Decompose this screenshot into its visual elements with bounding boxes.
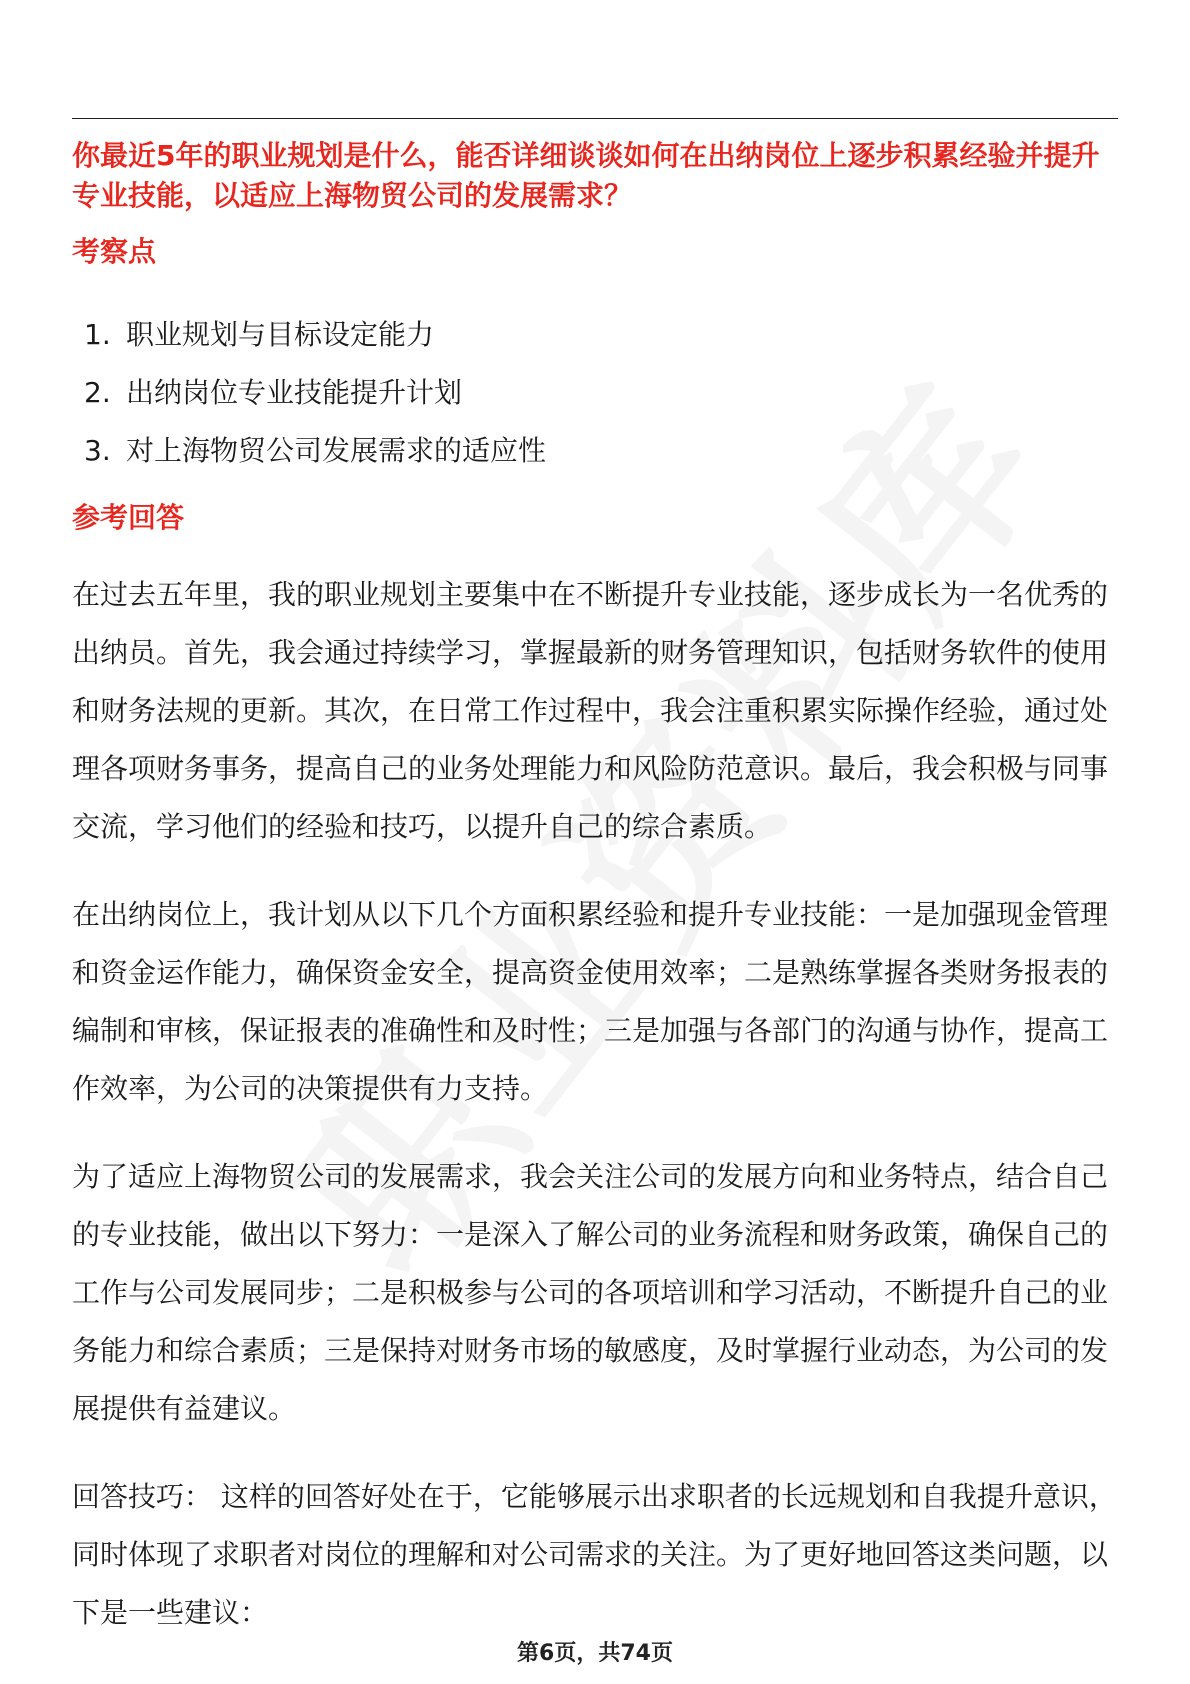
answer-tips-paragraph: 回答技巧： 这样的回答好处在于，它能够展示出求职者的长远规划和自我提升意识，同时体现了求职者对岗位的理解和对公司需求的关注。为了更好地回答这类问题，以下是一些建议： [72,1480,1117,1629]
list-item-text: 职业规划与目标设定能力 [126,318,435,351]
list-item [84,306,546,364]
top-divider [72,118,1118,119]
page-number-footer: 第6页，共74页 [517,1641,673,1666]
examination-points-list [84,306,546,480]
list-item-text: 出纳岗位专业技能提升计划 [126,376,463,409]
answer-paragraph-3: 为了适应上海物贸公司的发展需求，我会关注公司的发展方向和业务特点，结合自己的专业技能，做出以下努力：一是深入了解公司的业务流程和财务政策，确保自己的工作与公司发展同步；二是积极参与公司的各项培训和学习活动，不断提升自己的业务能力和综合素质；三是保持对财务市场的敏感度，及时掌握行业动态，为公司的发展提供有益建议。 [72,1160,1109,1425]
list-item-number: 2. [84,376,111,409]
question-heading: 你最近5年的职业规划是什么，能否详细谈谈如何在出纳岗位上逐步积累经验并提升专业技能，以适应上海物贸公司的发展需求？ [72,139,1100,212]
examination-points-title: 考察点 [72,235,157,268]
list-item-text: 对上海物贸公司发展需求的适应性 [126,434,547,467]
list-item-number: 3. [84,434,111,467]
list-item-number: 1. [84,318,111,351]
answer-paragraph-1: 在过去五年里，我的职业规划主要集中在不断提升专业技能，逐步成长为一名优秀的出纳员。首先，我会通过持续学习，掌握最新的财务管理知识，包括财务软件的使用和财务法规的更新。其次，在日常工作过程中，我会注重积累实际操作经验，通过处理各项财务事务，提高自己的业务处理能力和风险防范意识。最后，我会积极与同事交流，学习他们的经验和技巧，以提升自己的综合素质。 [72,578,1109,843]
answer-paragraph-2: 在出纳岗位上，我计划从以下几个方面积累经验和提升专业技能：一是加强现金管理和资金运作能力，确保资金安全，提高资金使用效率；二是熟练掌握各类财务报表的编制和审核，保证报表的准确性和及时性；三是加强与各部门的沟通与协作，提高工作效率，为公司的决策提供有力支持。 [72,898,1109,1105]
list-item [84,422,546,480]
list-item [84,364,546,422]
reference-answer-title: 参考回答 [72,501,185,534]
